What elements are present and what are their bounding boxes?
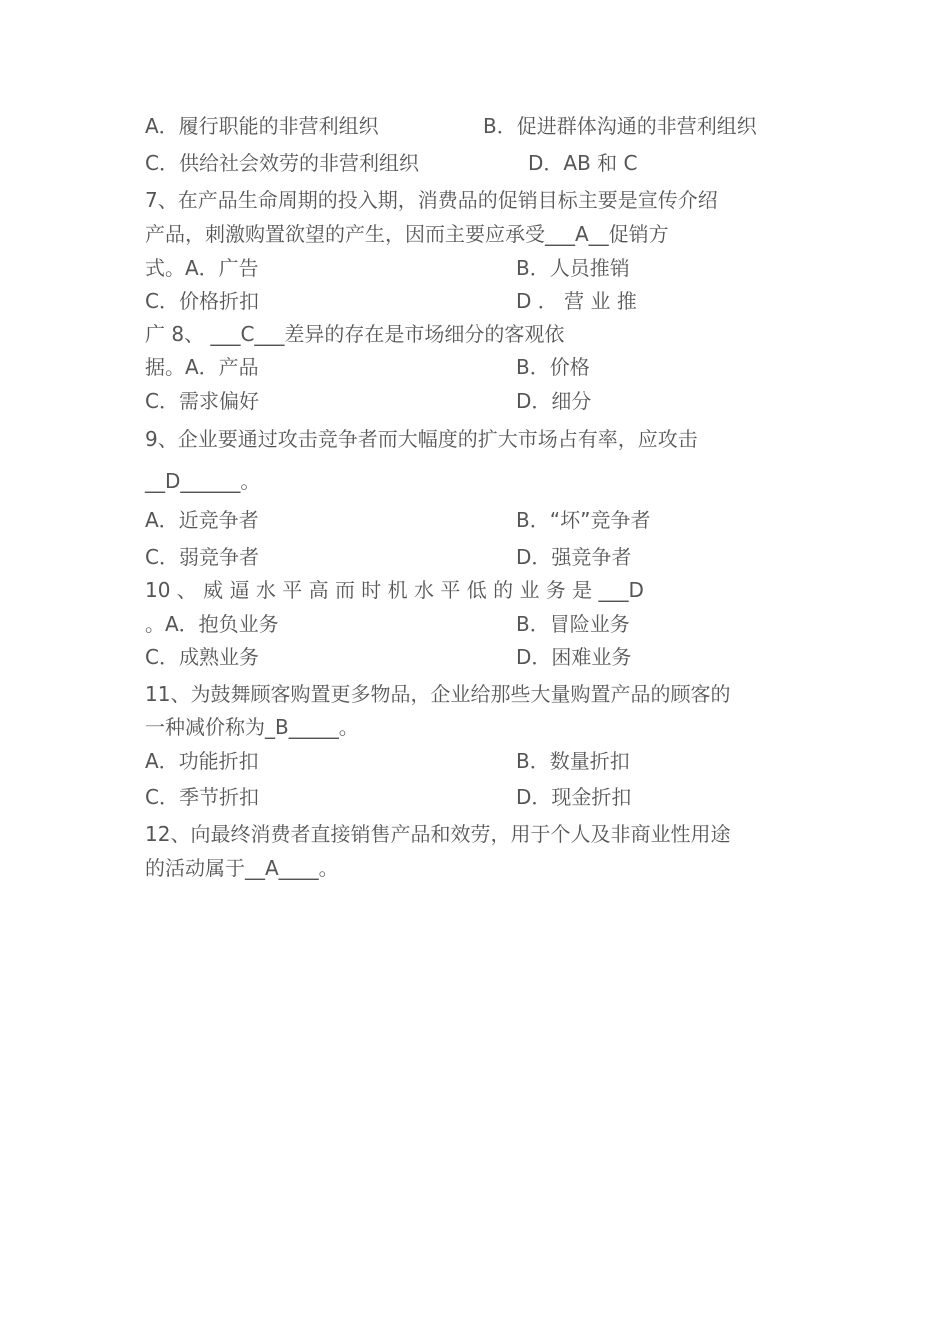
q9-text-line-1: 9、企业要通过攻击竞争者而大幅度的扩大市场占有率，应攻击: [145, 427, 698, 451]
q9-text-line-2: __D______。: [145, 469, 261, 493]
q11-option-a: A．功能折扣: [145, 749, 259, 773]
q10-option-a: 。A．抱负业务: [145, 612, 279, 636]
q11-option-c: C．季节折扣: [145, 785, 259, 809]
q7-option-a: 式。A．广告: [145, 256, 259, 280]
q8-option-c: C．需求偏好: [145, 389, 259, 413]
q6-option-c: C．供给社会效劳的非营利组织: [145, 151, 419, 175]
q11-option-d: D．现金折扣: [516, 785, 632, 809]
q7-option-d: D ． 营 业 推: [516, 289, 637, 313]
q9-option-d: D．强竞争者: [516, 545, 632, 569]
q9-option-b: B．“坏”竞争者: [516, 508, 651, 532]
q8-text-line-1: 广 8、 ___C___差异的存在是市场细分的客观依: [145, 322, 565, 346]
q7-text-line-1: 7、在产品生命周期的投入期，消费品的促销目标主要是宣传介绍: [145, 188, 718, 212]
q6-option-d: D．AB 和 C: [528, 151, 638, 175]
q12-text-line-2: 的活动属于__A____。: [145, 856, 339, 880]
q12-text-line-1: 12、向最终消费者直接销售产品和效劳，用于个人及非商业性用途: [145, 822, 731, 846]
q10-option-c: C．成熟业务: [145, 645, 259, 669]
q10-text-line-1: 10 、 威 逼 水 平 高 而 时 机 水 平 低 的 业 务 是 ___D: [145, 578, 644, 602]
q8-option-b: B．价格: [516, 355, 590, 379]
q6-option-b: B．促进群体沟通的非营利组织: [483, 114, 757, 138]
q9-option-a: A．近竞争者: [145, 508, 259, 532]
q10-option-b: B．冒险业务: [516, 612, 630, 636]
q10-option-d: D．困难业务: [516, 645, 632, 669]
q7-option-c: C．价格折扣: [145, 289, 259, 313]
q9-option-c: C．弱竞争者: [145, 545, 259, 569]
q8-option-a: 据。A．产品: [145, 355, 259, 379]
q8-option-d: D．细分: [516, 389, 592, 413]
q11-text-line-2: 一种减价称为_B_____。: [145, 715, 359, 739]
q6-option-a: A．履行职能的非营利组织: [145, 114, 379, 138]
q7-option-b: B．人员推销: [516, 256, 630, 280]
q11-text-line-1: 11、为鼓舞顾客购置更多物品，企业给那些大量购置产品的顾客的: [145, 682, 731, 706]
q7-text-line-2: 产品，刺激购置欲望的产生，因而主要应承受___A__促销方: [145, 222, 669, 246]
q11-option-b: B．数量折扣: [516, 749, 630, 773]
